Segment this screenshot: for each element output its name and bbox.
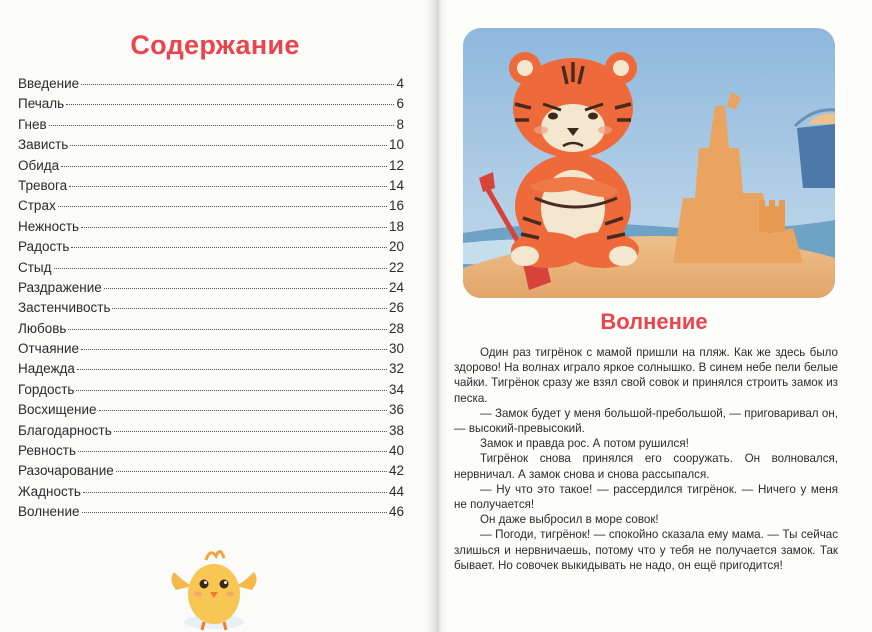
story-paragraph: — Замок будет у меня большой-пребольшой, — приговаривал он, — высокий-превысокий. (454, 406, 838, 436)
toc-dot-leader (78, 451, 387, 452)
toc-page-number: 18 (388, 218, 404, 234)
tiger-beach-illustration (463, 28, 835, 298)
toc-entry-label: Введение (18, 76, 80, 91)
story-text (454, 345, 838, 573)
toc-page-number: 44 (388, 483, 404, 499)
toc-page-number: 26 (388, 300, 404, 316)
toc-dot-leader (69, 186, 387, 187)
toc-entry-label: Волнение (18, 504, 80, 520)
story-paragraph: Тигрёнок снова принялся его сооружать. Он волновался, нервничал. А замок снова и снова рассыпался. (454, 452, 838, 481)
toc-dot-leader (81, 227, 387, 228)
toc-dot-leader (83, 492, 387, 493)
toc-row (18, 300, 404, 320)
toc-entry-label: Раздражение (18, 279, 102, 295)
chick-illustration (166, 542, 262, 632)
story-title: Волнение (600, 309, 708, 334)
toc-page-number: 36 (388, 402, 404, 418)
toc-dot-leader (68, 329, 387, 330)
toc-page-number: 4 (396, 76, 404, 91)
story-paragraph: Он даже выбросил в море совок! (480, 513, 659, 527)
toc-entry-label: Восхищение (18, 402, 97, 418)
toc-entry-label: Ревность (18, 443, 77, 459)
toc-page-number: 12 (388, 157, 404, 173)
toc-page-number: 20 (388, 239, 404, 255)
toc-entry-label: Страх (18, 198, 56, 214)
toc-dot-leader (99, 410, 387, 411)
toc-row (18, 361, 404, 381)
toc-page-number: 40 (388, 443, 404, 459)
toc-row (18, 137, 404, 157)
toc-page-number: 30 (388, 341, 404, 357)
toc-row (18, 280, 404, 300)
toc-page-number: 34 (388, 381, 404, 397)
toc-page-number: 32 (388, 361, 404, 377)
toc-row (18, 484, 404, 504)
toc-dot-leader (112, 308, 386, 309)
toc-row (18, 158, 404, 178)
story-paragraph: — Ну что это такое! — рассердился тигрёнок. — Ничего у меня не получается! (454, 482, 838, 512)
toc-page-number: 22 (388, 259, 404, 275)
toc-page-number: 6 (396, 96, 404, 112)
toc-row (18, 96, 404, 116)
toc-page-number: 16 (388, 198, 404, 214)
toc-row (18, 463, 404, 483)
toc-entry-label: Зависть (18, 137, 69, 153)
toc-entry-label: Нежность (18, 218, 80, 234)
toc-row (18, 443, 404, 463)
toc-dot-leader (116, 471, 387, 472)
toc-dot-leader (58, 206, 387, 207)
toc-entry-label: Надежда (18, 361, 75, 377)
toc-row (18, 341, 404, 361)
toc-page-number: 28 (388, 320, 404, 336)
toc-page-number: 8 (396, 116, 404, 132)
toc-entry-label: Тревога (18, 177, 68, 193)
toc-entry-label: Гнев (18, 116, 47, 132)
toc-dot-leader (81, 349, 387, 350)
toc-dot-leader (54, 268, 387, 269)
toc-row (18, 117, 404, 137)
toc-entry-label: Радость (18, 239, 70, 255)
toc-page-number: 42 (388, 463, 404, 479)
toc-entry-label: Жадность (18, 483, 81, 499)
toc-entry-label: Гордость (18, 381, 75, 397)
toc-dot-leader (61, 166, 387, 167)
toc-dot-leader (76, 390, 387, 391)
toc-entry-label: Стыд (18, 259, 52, 275)
toc-entry-label: Благодарность (18, 422, 112, 438)
toc-dot-leader (114, 431, 387, 432)
toc-row (18, 321, 404, 341)
toc-row (18, 260, 404, 280)
toc-page-number: 24 (388, 279, 404, 295)
toc-page-number: 14 (388, 177, 404, 193)
toc-entry-label: Печаль (18, 96, 65, 112)
toc-row (18, 239, 404, 259)
toc-dot-leader (81, 84, 394, 85)
toc-entry-label: Отчаяние (18, 341, 80, 357)
toc-row (18, 178, 404, 198)
toc-row (18, 198, 404, 218)
toc-row (18, 423, 404, 443)
story-paragraph: — Погоди, тигрёнок! — спокойно сказала ему мама. — Ты сейчас злишься и нервничаешь, потому что у тебя не получается замок. Так бывает. Но совочек выкидывать не надо, он ещё пригодится! (454, 528, 838, 572)
toc-row (18, 504, 404, 524)
toc-entry-label: Обида (18, 157, 60, 173)
toc-dot-leader (66, 104, 394, 105)
toc-page-number: 38 (388, 422, 404, 438)
toc-list (18, 76, 404, 525)
toc-entry-label: Застенчивость (18, 300, 111, 316)
toc-row (18, 219, 404, 239)
story-paragraph: Один раз тигрёнок с мамой пришли на пляж. Как же здесь было здорово! На волнах играло яркое солнышко. В синем небе пели белые чайки. Тигрёнок сразу же взял свой совок и принялся строить замок из песка. (454, 346, 838, 405)
toc-dot-leader (49, 125, 395, 126)
toc-dot-leader (71, 247, 387, 248)
toc-row (18, 382, 404, 402)
toc-title: Содержание (130, 30, 300, 60)
toc-row (18, 76, 404, 96)
toc-page-number: 46 (388, 504, 404, 520)
toc-entry-label: Разочарование (18, 463, 114, 479)
story-paragraph: Замок и правда рос. А потом рушился! (480, 437, 689, 451)
toc-dot-leader (77, 369, 387, 370)
toc-dot-leader (70, 145, 387, 146)
toc-dot-leader (104, 288, 387, 289)
toc-entry-label: Любовь (18, 320, 67, 336)
toc-dot-leader (82, 512, 387, 513)
toc-row (18, 402, 404, 422)
toc-page-number: 10 (388, 137, 404, 153)
